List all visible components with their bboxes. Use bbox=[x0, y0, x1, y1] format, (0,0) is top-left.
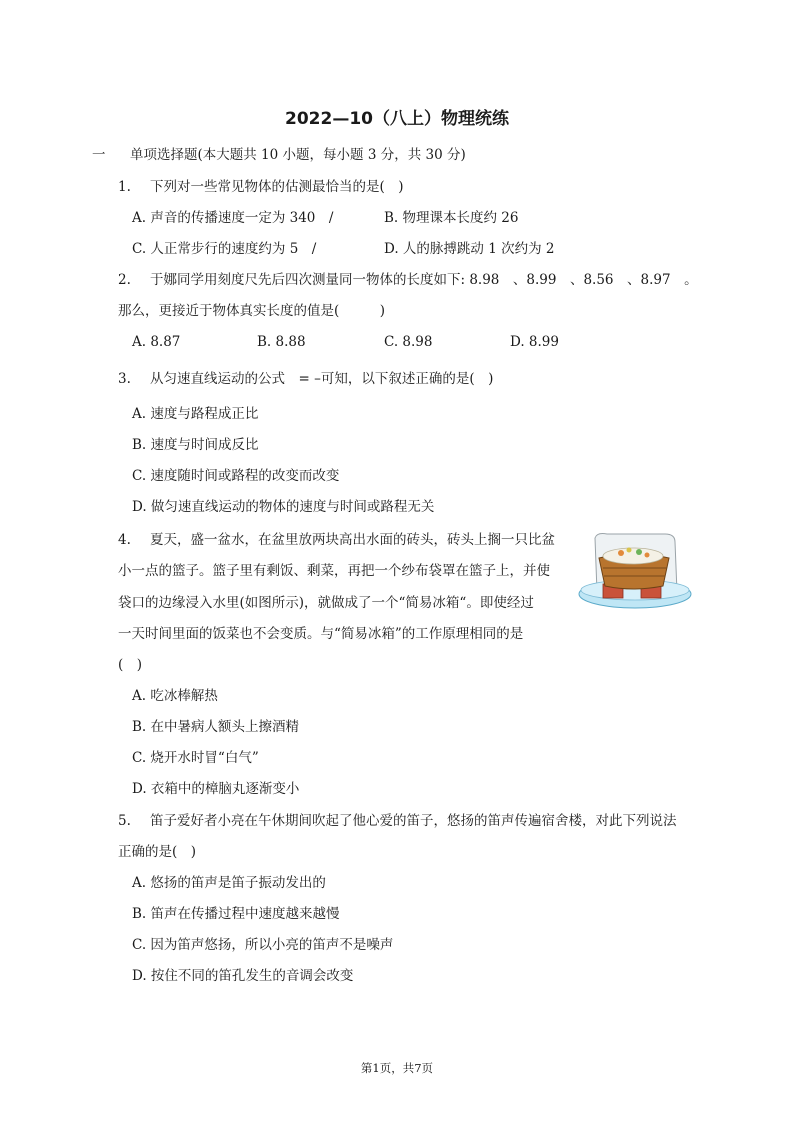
question-5-option-c: C. 因为笛声悠扬，所以小亮的笛声不是噪声 bbox=[132, 937, 394, 953]
question-4-stem-line-5: ( ) bbox=[118, 657, 143, 673]
question-2-option-c: C. 8.98 bbox=[384, 334, 433, 350]
question-1-option-d: D. 人的脉搏跳动 1 次约为 2 bbox=[384, 241, 555, 257]
question-5-stem-line-2: 正确的是( ) bbox=[118, 844, 197, 860]
question-3-stem: 从匀速直线运动的公式 = –可知，以下叙述正确的是( ) bbox=[150, 371, 494, 387]
question-4-option-b: B. 在中暑病人额头上擦酒精 bbox=[132, 719, 300, 735]
simple-fridge-illustration bbox=[577, 528, 695, 620]
question-5-option-a: A. 悠扬的笛声是笛子振动发出的 bbox=[132, 875, 326, 891]
question-1-number: 1. bbox=[118, 179, 131, 195]
question-1-stem: 下列对一些常见物体的估测最恰当的是( ) bbox=[150, 179, 404, 195]
question-2-option-a: A. 8.87 bbox=[132, 334, 181, 350]
question-4-stem-line-1: 夏天，盛一盆水，在盆里放两块高出水面的砖头，砖头上搁一只比盆 bbox=[150, 532, 555, 548]
question-3-option-d: D. 做匀速直线运动的物体的速度与时间或路程无关 bbox=[132, 499, 435, 515]
question-5-number: 5. bbox=[118, 813, 131, 829]
question-3-option-b: B. 速度与时间成反比 bbox=[132, 437, 259, 453]
section-heading: 单项选择题(本大题共 10 小题，每小题 3 分，共 30 分) bbox=[130, 147, 466, 163]
question-3-option-c: C. 速度随时间或路程的改变而改变 bbox=[132, 468, 340, 484]
page-footer: 第1页，共7页 bbox=[360, 1061, 434, 1075]
question-2-stem-line-1: 于娜同学用刻度尺先后四次测量同一物体的长度如下: 8.98 、8.99 、8.56 、8.97 。 bbox=[150, 272, 698, 288]
question-3-option-a: A. 速度与路程成正比 bbox=[132, 406, 259, 422]
question-5-option-d: D. 按住不同的笛孔发生的音调会改变 bbox=[132, 968, 354, 984]
question-1-option-b: B. 物理课本长度约 26 bbox=[384, 210, 519, 226]
question-5-stem-line-1: 笛子爱好者小亮在午休期间吹起了他心爱的笛子，悠扬的笛声传遍宿舍楼，对此下列说法 bbox=[150, 813, 677, 829]
question-4-option-d: D. 衣箱中的樟脑丸逐渐变小 bbox=[132, 781, 300, 797]
question-2-number: 2. bbox=[118, 272, 131, 288]
question-4-stem-line-2: 小一点的篮子。篮子里有剩饭、剩菜，再把一个纱布袋罩在篮子上，并使 bbox=[118, 563, 550, 579]
question-5-option-b: B. 笛声在传播过程中速度越来越慢 bbox=[132, 906, 340, 922]
page-title: 2022—10（八上）物理统练 bbox=[285, 109, 509, 129]
question-2-option-d: D. 8.99 bbox=[510, 334, 559, 350]
question-2-option-b: B. 8.88 bbox=[257, 334, 306, 350]
question-4-option-c: C. 烧开水时冒“白气” bbox=[132, 750, 259, 766]
question-1-option-c: C. 人正常步行的速度约为 5 / bbox=[132, 241, 317, 257]
question-4-number: 4. bbox=[118, 532, 131, 548]
question-3-number: 3. bbox=[118, 371, 131, 387]
question-4-stem-line-4: 一天时间里面的饭菜也不会变质。与“简易冰箱”的工作原理相同的是 bbox=[118, 626, 524, 642]
question-4-option-a: A. 吃冰棒解热 bbox=[132, 688, 218, 704]
question-1-option-a: A. 声音的传播速度一定为 340 / bbox=[132, 210, 334, 226]
question-4-stem-line-3: 袋口的边缘浸入水里(如图所示)，就做成了一个“简易冰箱“。即使经过 bbox=[118, 595, 534, 611]
section-number: 一 bbox=[92, 147, 106, 163]
question-2-stem-line-2: 那么，更接近于物体真实长度的值是( ) bbox=[118, 303, 386, 319]
